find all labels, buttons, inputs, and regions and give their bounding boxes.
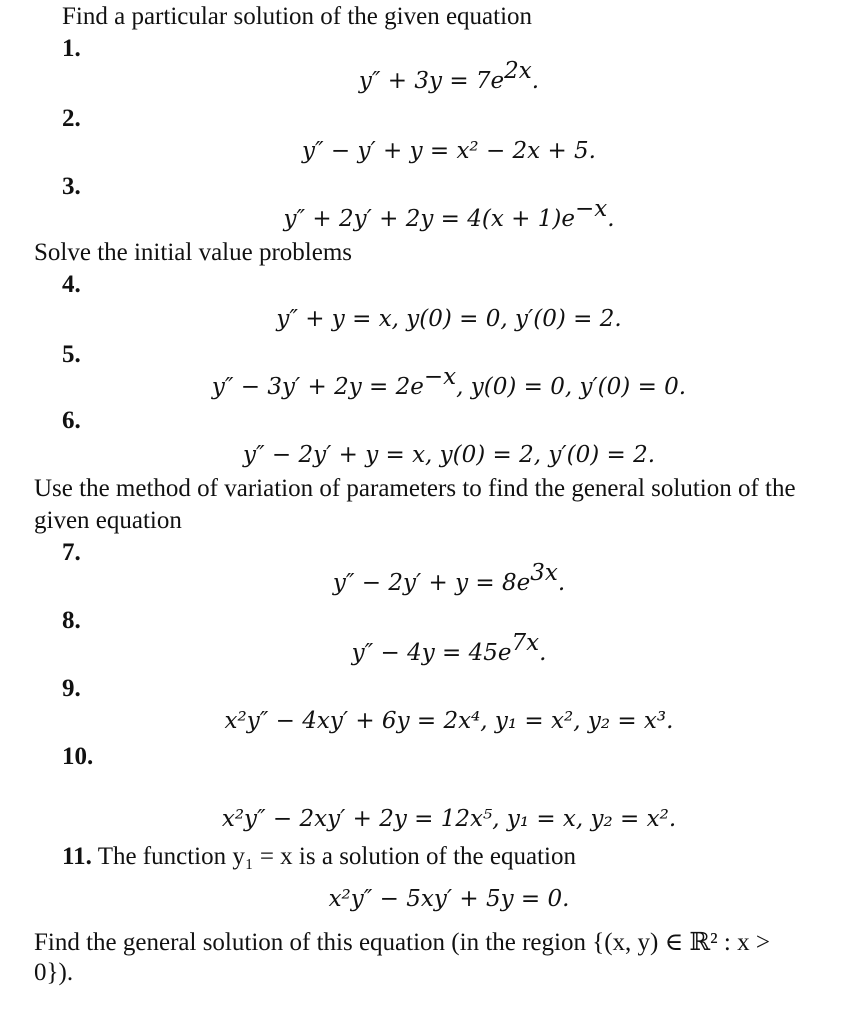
final-instruction-cont: 0}).	[34, 959, 74, 986]
problem-number: 4.	[62, 271, 81, 298]
problem-number: 1.	[62, 35, 81, 62]
equation: y″ − 2y′ + y = x, y(0) = 2, y′(0) = 2.	[242, 442, 656, 468]
problem-number: 5.	[62, 341, 81, 368]
problem-number: 7.	[62, 539, 81, 566]
equation: x²y″ − 4xy′ + 6y = 2x⁴, y₁ = x², y₂ = x³.	[224, 708, 674, 734]
equation: $y'' - 3y' + 2y = 2e^{-x}$, y(0) = 0, y′(0) = 0.	[211, 364, 687, 400]
problem-number: 6.	[62, 407, 81, 434]
equation: $y'' - 4y = 45e^{7x}$.	[351, 630, 547, 666]
section-heading-ivp: Solve the initial value problems	[34, 239, 352, 266]
problem-number: 8.	[62, 607, 81, 634]
final-instruction: Find the general solution of this equation (in the region {(x, y) ∈ ℝ² : x >	[34, 929, 770, 956]
equation: x²y″ − 5xy′ + 5y = 0.	[328, 886, 570, 912]
equation: x²y″ − 2xy′ + 2y = 12x⁵, y₁ = x, y₂ = x².	[221, 806, 677, 832]
equation: y″ − y′ + y = x² − 2x + 5.	[301, 138, 596, 164]
problem-11-statement: 11. The function y₁ = x is a solution of the equation	[62, 843, 576, 870]
section-heading-particular: Find a particular solution of the given equation	[62, 3, 533, 30]
equation: y″ + y = x, y(0) = 0, y′(0) = 2.	[276, 306, 622, 332]
equation: $y'' + 3y = 7e^{2x}$.	[358, 58, 540, 94]
problem-number: 3.	[62, 173, 81, 200]
section-heading-variation-cont: given equation	[34, 507, 182, 534]
equation: $y'' - 2y' + y = 8e^{3x}$.	[332, 560, 566, 596]
problem-number: 9.	[62, 675, 81, 702]
equation: $y'' + 2y' + 2y = 4(x + 1)e^{-x}$.	[283, 196, 615, 232]
problem-number: 10.	[62, 743, 94, 770]
section-heading-variation: Use the method of variation of parameters to find the general solution of the	[34, 475, 796, 502]
problem-number: 2.	[62, 105, 81, 132]
